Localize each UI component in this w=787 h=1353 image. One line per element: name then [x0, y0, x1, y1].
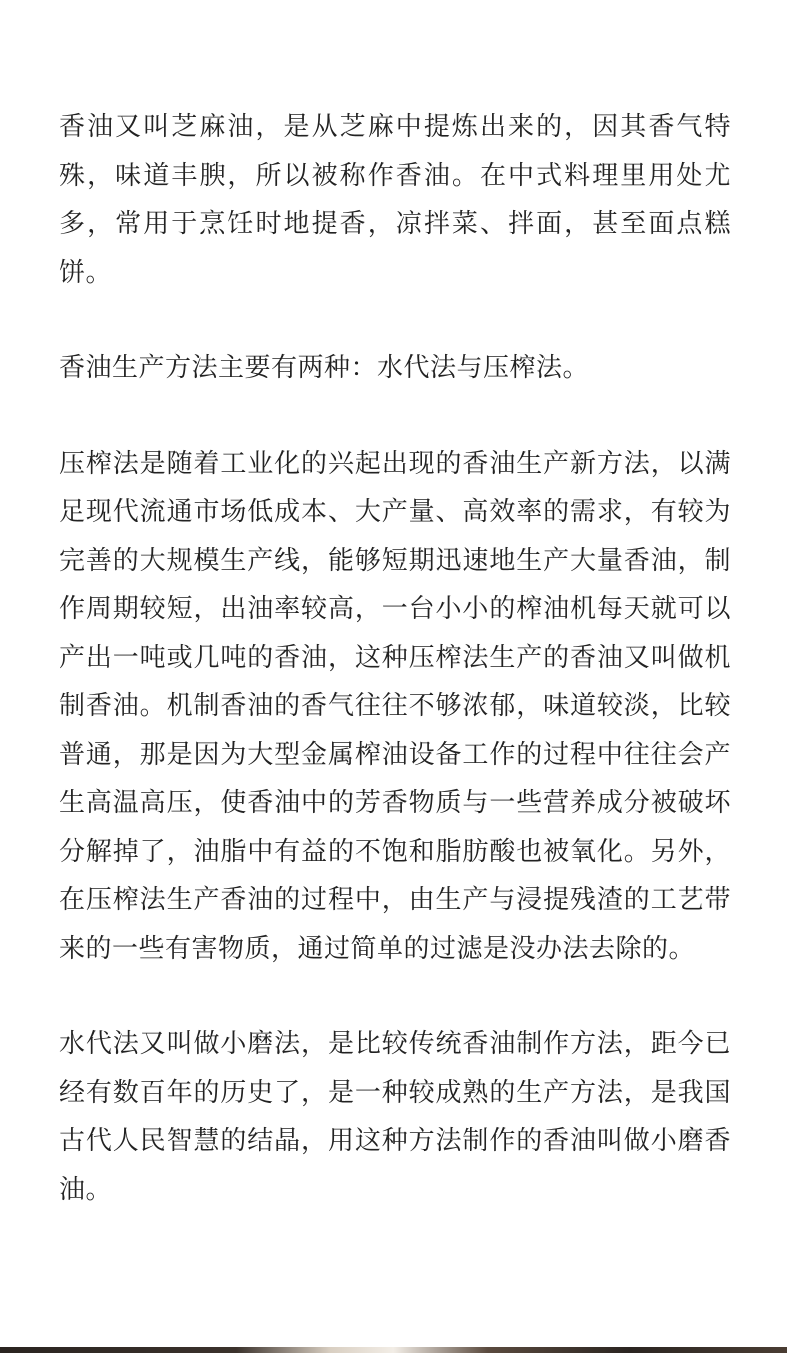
sesame-oil-photo [0, 1347, 787, 1353]
paragraph-press-method: 压榨法是随着工业化的兴起出现的香油生产新方法，以满足现代流通市场低成本、大产量、高效率的需求，有较为完善的大规模生产线，能够短期迅速地生产大量香油，制作周期较短，出油率较高，一台小小的榨油机每天就可以产出一吨或几吨的香油，这种压榨法生产的香油又叫做机制香油。机制香油的香气往往不够浓郁，味道较淡，比较普通，那是因为大型金属榨油设备工作的过程中往往会产生高温高压，使香油中的芳香物质与一些营养成分被破坏分解掉了，油脂中有益的不饱和脂肪酸也被氧化。另外，在压榨法生产香油的过程中，由生产与浸提残渣的工艺带来的一些有害物质，通过简单的过滤是没办法去除的。 [59, 448, 731, 964]
paragraph-intro: 香油又叫芝麻油，是从芝麻中提炼出来的，因其香气特殊，味道丰腴，所以被称作香油。在中式料理里用处尤多，常用于烹饪时地提香，凉拌菜、拌面，甚至面点糕饼。 [59, 112, 731, 288]
paragraph-methods: 香油生产方法主要有两种：水代法与压榨法。 [59, 353, 590, 383]
article-body [59, 103, 731, 1261]
paragraph-water-method: 水代法又叫做小磨法，是比较传统香油制作方法，距今已经有数百年的历史了，是一种较成熟的生产方法，是我国古代人民智慧的结晶，用这种方法制作的香油叫做小磨香油。 [59, 1029, 731, 1205]
